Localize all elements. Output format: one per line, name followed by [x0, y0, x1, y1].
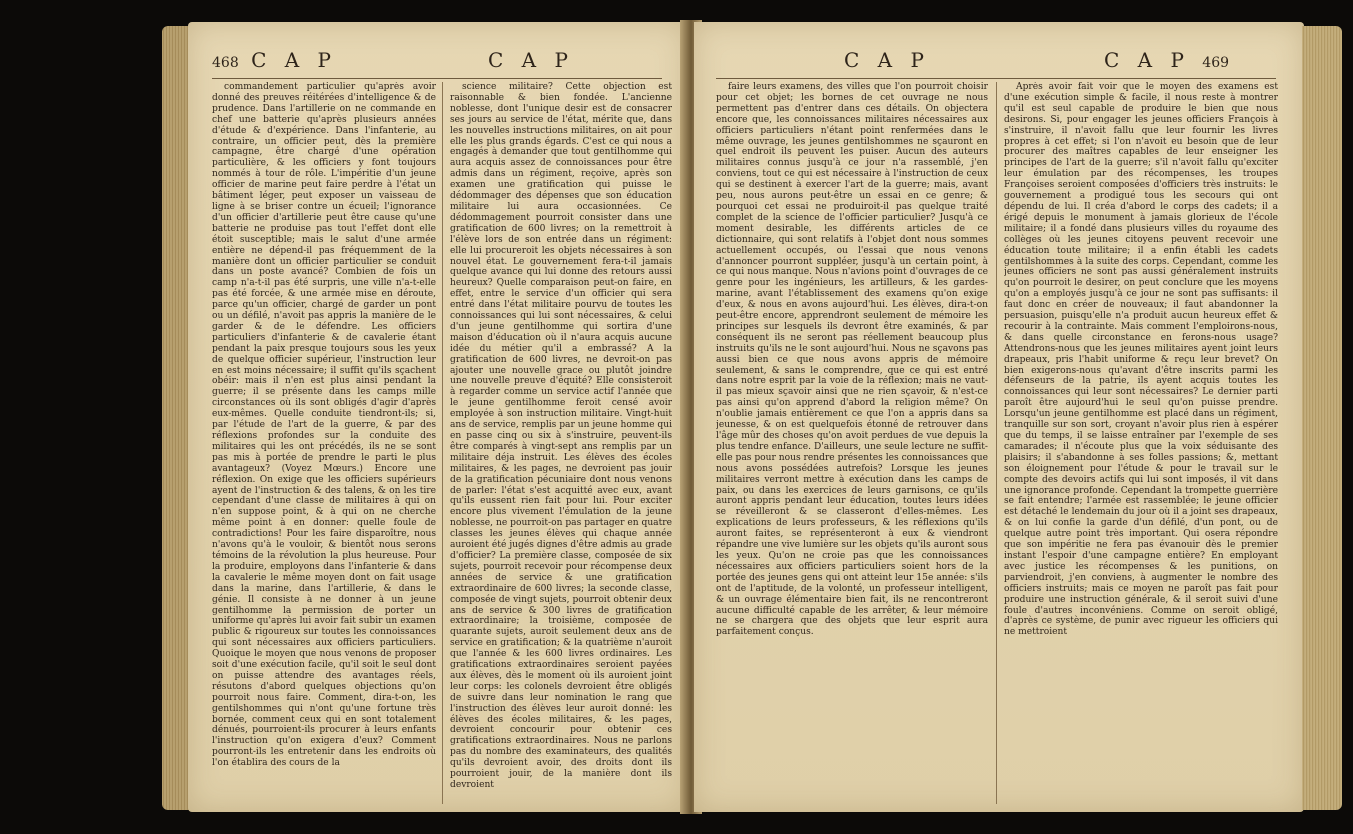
left-page-number: 468	[212, 55, 239, 71]
left-page-column-2	[450, 82, 672, 804]
left-column-divider	[442, 82, 443, 804]
left-col1-text: commandement particulier qu'après avoir donné des preuves réitérées d'intelligence & de prudence. Dans l'artillerie on ne commande en chef une batterie qu'après plusieurs années d'étude & d'expérience. Dans l'infanterie, au contraire, un officier peut, dès la première campagne, être chargé d'une opération particulière, & les officiers y font toujours nommés à tour de rôle. L'impéritie d'un jeune officier de marine peut faire perdre à l'état un bâtiment léger, peut exposer un vaisseau de ligne à se briser contre un écueil; l'ignorance d'un officier d'artillerie peut être cause qu'une batterie ne produise pas tout l'effet dont elle étoit susceptible; mais le salut d'une armée entière ne dépend-il pas fréquemment de la manière dont un officier particulier se conduit dans un poste avancé? Combien de fois un camp n'a-t-il pas été surpris, une ville n'a-t-elle pas été forcée, & une armée mise en déroute, parce qu'un officier, chargé de garder un pont ou un défilé, n'avoit pas appris la manière de le garder & de le défendre. Les officiers particuliers d'infanterie & de cavalerie étant pendant la paix presque toujours sous les yeux de quelque officier supérieur, l'instruction leur en est moins nécessaire; il suffit qu'ils sçachent obéir: mais il n'en est plus ainsi pendant la guerre; il se présente dans les camps mille circonstances où ils sont obligés d'agir d'après eux-mêmes. Quelle conduite tiendront-ils; si, par l'étude de l'art de la guerre, & par des réflexions profondes sur la conduite des militaires qui les ont précédés, ils ne se sont pas mis à portée de prendre le parti le plus avantageux? (Voyez Mœurs.) Encore une réflexion. On exige que les officiers supérieurs ayent de l'instruction & des talens, & on les tire cependant d'une classe de militaires à qui on n'en suppose point, & à qui on ne cherche même point à en donner: quelle foule de contradictions! Pour les faire disparoître, nous n'avons qu'à le vouloir, & bientôt nous serons témoins de la révolution la plus heureuse. Pour la produire, employons dans l'infanterie & dans la cavalerie le même moyen dont on fait usage dans la marine, dans l'artillerie, & dans le génie. Il consiste à ne donner à un jeune gentilhomme la permission de porter un uniforme qu'après lui avoir fait subir un examen public & rigoureux sur toutes les connoissances qui sont nécessaires aux officiers particuliers. Quoique le moyen que nous venons de proposer soit d'une exécution facile, qu'il soit le seul dont on puisse attendre des avantages réels, résutons d'abord quelques objections qu'on pourroit nous faire. Comment, dira-t-on, les gentilshommes qui n'ont qu'une fortune très bornée, comment ceux qui en sont totalement dénués, pourroient-ils procurer à leurs enfants l'instruction qu'on exigera d'eux? Comment pourront-ils les entretenir dans les endroits où l'on établira des cours de la	[212, 82, 436, 769]
right-page-edges	[1302, 26, 1342, 810]
left-running-head-1: C A P	[251, 48, 338, 72]
right-running-head-2: C A P	[1104, 48, 1190, 72]
left-page-header-left	[212, 48, 337, 72]
right-page-column-1	[716, 82, 988, 804]
right-running-head-1: C A P	[844, 48, 930, 72]
right-col2-text: Après avoir fait voir que le moyen des examens est d'une exécution simple & facile, il nous reste à montrer qu'il est seul capable de produire le bien que nous desirons. Si, pour engager les jeunes officiers François à s'instruire, il n'avoit fallu que leur fournir les livres propres à cet effet; si l'on n'avoit eu besoin que de leur procurer des maîtres capables de leur enseigner les principes de l'art de la guerre; s'il n'avoit fallu qu'exciter leur émulation par des récompenses, les troupes Françoises seroient composées d'officiers très instruits: le gouvernement a prodigué tous les secours qui ont dépendu de lui. Il créa d'abord le corps des cadets; il a érigé depuis le monument à jamais glorieux de l'école militaire; il a fondé dans plusieurs villes du royaume des collèges où les jeunes citoyens peuvent recevoir une éducation toute militaire; il a enfin établi les cadets gentilshommes à la suite des corps. Cependant, comme les jeunes officiers ne sont pas aussi généralement instruits qu'on pourroit le desirer, on peut conclure que les moyens qu'on a employés jusqu'à ce jour ne sont pas suffisants: il faut donc en créer de nouveaux; il faut abandonner la persuasion, puisqu'elle n'a produit aucun heureux effet & recourir à la contrainte. Mais comment l'emploirons-nous, & dans quelle circonstance en ferons-nous usage? Attendrons-nous que les jeunes militaires ayent joint leurs drapeaux, pris l'habit uniforme & reçu leur brevet? On bien exigerons-nous qu'avant d'être inscrits parmi les défenseurs de la patrie, ils ayent acquis toutes les connoissances qui leur sont nécessaires? Le dernier parti paroît être aujourd'hui le seul qu'on puisse prendre. Lorsqu'un jeune gentilhomme est placé dans un régiment, tranquille sur son sort, croyant n'avoir plus rien à espérer que du temps, il se laisse entraîner par l'exemple de ses camarades; il n'écoute plus que la voix séduisante des plaisirs; il s'abandonne à ses folles passions; &, mettant son éloignement pour l'étude & pour le travail sur le compte des devoirs actifs qui lui sont imposés, il vit dans une ignorance profonde. Cependant la trompette guerrière se fait entendre; l'armée est rassemblée; le jeune officier est détaché le lendemain du jour où il a joint ses drapeaux, & on lui confie la garde d'un défilé, d'un pont, ou de quelque autre point très important. Qui osera répondre que son impéritie ne fera pas évanouir dès le premier instant l'espoir d'une campagne entière? En employant avec justice les récompenses & les punitions, on parviendroit, j'en conviens, à augmenter le nombre des officiers instruits; mais ce moyen ne paroît pas fait pour produire une instruction générale, & il seroit suivi d'une foule d'autres inconvéniens. Comme on seroit obligé, d'après ce système, de punir avec rigueur les officiers qui ne mettroient	[1004, 82, 1278, 638]
open-book	[12, 0, 1344, 834]
right-col1-text: faire leurs examens, des villes que l'on pourroit choisir pour cet objet; les bornes de cet ouvrage ne nous permettent pas d'entrer dans ces détails. On objectera encore que, les connoissances militaires nécessaires aux officiers particuliers n'étant point renfermées dans le même ouvrage, les jeunes gentilshommes ne sçauront en quel endroit ils peuvent les puiser. Aucun des auteurs militaires connus jusqu'à ce jour n'a rassemblé, j'en conviens, tout ce qui est nécessaire à l'instruction de ceux qui se destinent à exercer l'art de la guerre; mais, avant peu, nous aurons peut-être un essai en ce genre; & pourquoi cet essai ne produiroit-il pas quelque traité complet de la science de l'officier particulier? Jusqu'à ce moment desirable, les différents articles de ce dictionnaire, qui sont relatifs à l'objet dont nous sommes actuellement occupés, ou l'essai que nous venons d'annoncer pourront suppléer, jusqu'à un certain point, à ce qui nous manque. Nous n'avions point d'ouvrages de ce genre pour les ingénieurs, les artilleurs, & les gardes-marine, avant l'établissement des examens qu'on exige d'eux, & nous en avons aujourd'hui. Les élèves, dira-t-on peut-être encore, apprendront seulement de mémoire les principes sur lesquels ils devront être examinés, & par conséquent ils ne seront pas réellement beaucoup plus instruits qu'ils ne le sont aujourd'hui. Nous ne sçavons pas aussi bien ce que nous avons appris de mémoire seulement, & sans le comprendre, que ce qui est entré dans notre esprit par la voie de la réflexion; mais ne vaut-il pas mieux sçavoir ainsi que ne rien sçavoir, & n'est-ce pas ainsi qu'on apprend d'abord la religion même? On n'oublie jamais entièrement ce que l'on a appris dans sa jeunesse, & on est quelquefois étonné de retrouver dans l'âge mûr des choses qu'on avoit perdues de vue depuis la plus tendre enfance. D'ailleurs, une seule lecture ne suffit-elle pas pour nous rendre présentes les connoissances que nous avons possédées autrefois? Lorsque les jeunes militaires verront mettre à exécution dans les camps de paix, ou dans les exercices de leurs garnisons, ce qu'ils auront appris pendant leur éducation, toutes leurs idées se réveilleront & se classeront d'elles-mêmes. Les explications de leurs professeurs, & les réflexions qu'ils auront faites, se représenteront à eux & viendront répandre une vive lumière sur les objets qu'ils auront sous les yeux. Qu'on ne croie pas que les connoissances nécessaires aux officiers particuliers soient hors de la portée des jeunes gens qui ont atteint leur 15e année: s'ils ont de l'aptitude, de la volonté, un professeur intelligent, & un ouvrage élémentaire bien fait, ils ne rencontreront aucune difficulté capable de les arrêter, & leur mémoire ne se chargera que des objets que leur esprit aura parfaitement conçus.	[716, 82, 988, 638]
right-page-number: 469	[1202, 55, 1230, 71]
right-page	[694, 22, 1304, 812]
right-page-header-left	[844, 48, 930, 72]
left-page-column-1	[212, 82, 436, 804]
left-header-rule	[212, 78, 662, 79]
left-running-head-2: C A P	[488, 48, 574, 72]
right-page-header-right	[1104, 48, 1229, 72]
left-page-header-right	[488, 48, 574, 72]
right-column-divider	[996, 82, 997, 804]
right-header-rule	[716, 78, 1276, 79]
left-page-edges	[162, 26, 190, 810]
left-page	[188, 22, 686, 812]
right-page-column-2	[1004, 82, 1278, 804]
left-col2-text: science militaire? Cette objection est raisonnable & bien fondée. L'ancienne noblesse, dont l'unique desir est de consacrer ses jours au service de l'état, mérite que, dans les nouvelles instructions militaires, on ait pour elle les plus grands égards. C'est ce qui nous a engagés à demander que tout gentilhomme qui aura acquis assez de connoissances pour être admis dans un régiment, reçoive, après son examen une gratification qui puisse le dédommager des dépenses que son éducation militaire lui aura occasionnées. Ce dédommagement pourroit consister dans une gratification de 600 livres; on la remettroit à l'élève lors de son entrée dans un régiment: elle lui procureroit les objets nécessaires à son nouvel état. Le gouvernement fera-t-il jamais quelque avance qui lui donne des retours aussi heureux? Quelle comparaison peut-on faire, en effet, entre le service d'un officier qui sera entré dans l'état militaire pourvu de toutes les connoissances qui lui sont nécessaires, & celui d'un jeune gentilhomme qui sortira d'une maison d'éducation où il n'aura acquis aucune idée du métier qu'il a embrassé? A la gratification de 600 livres, ne devroit-on pas ajouter une nouvelle grace ou plutôt joindre une nouvelle preuve d'équité? Elle consisteroit à regarder comme un service actif l'année que le jeune gentilhomme feroit censé avoir employée à son instruction militaire. Vingt-huit ans de service, remplis par un jeune homme qui en passe cinq ou six à s'instruire, peuvent-ils être comparés à vingt-sept ans remplis par un militaire déja instruit. Les élèves des écoles militaires, & les pages, ne devroient pas jouir de la gratification pécuniaire dont nous venons de parler: l'état s'est acquitté avec eux, avant qu'ils eussent rien fait pour lui. Pour exciter encore plus vivement l'émulation de la jeune noblesse, ne pourroit-on pas partager en quatre classes les jeunes élèves qui chaque année auroient été jugés dignes d'être admis au grade d'officier? La première classe, composée de six sujets, pourroit recevoir pour récompense deux années de service & une gratification extraordinaire de 600 livres; la seconde classe, composée de vingt sujets, pourroit obtenir deux ans de service & 300 livres de gratification extraordinaire; la troisième, composée de quarante sujets, auroit seulement deux ans de service en gratification; & la quatrième n'auroit que l'année & les 600 livres ordinaires. Les gratifications extraordinaires seroient payées aux élèves, dès le moment où ils auroient joint leur corps: les colonels devroient être obligés de suivre dans leur nomination le rang que l'instruction des élèves leur auroit donné: les élèves des écoles militaires, & les pages, devroient concourir pour obtenir ces gratifications extraordinaires. Nous ne parlons pas du nombre des examinateurs, des qualités qu'ils devroient avoir, des droits dont ils pourroient jouir, de la manière dont ils devroient	[450, 82, 672, 790]
